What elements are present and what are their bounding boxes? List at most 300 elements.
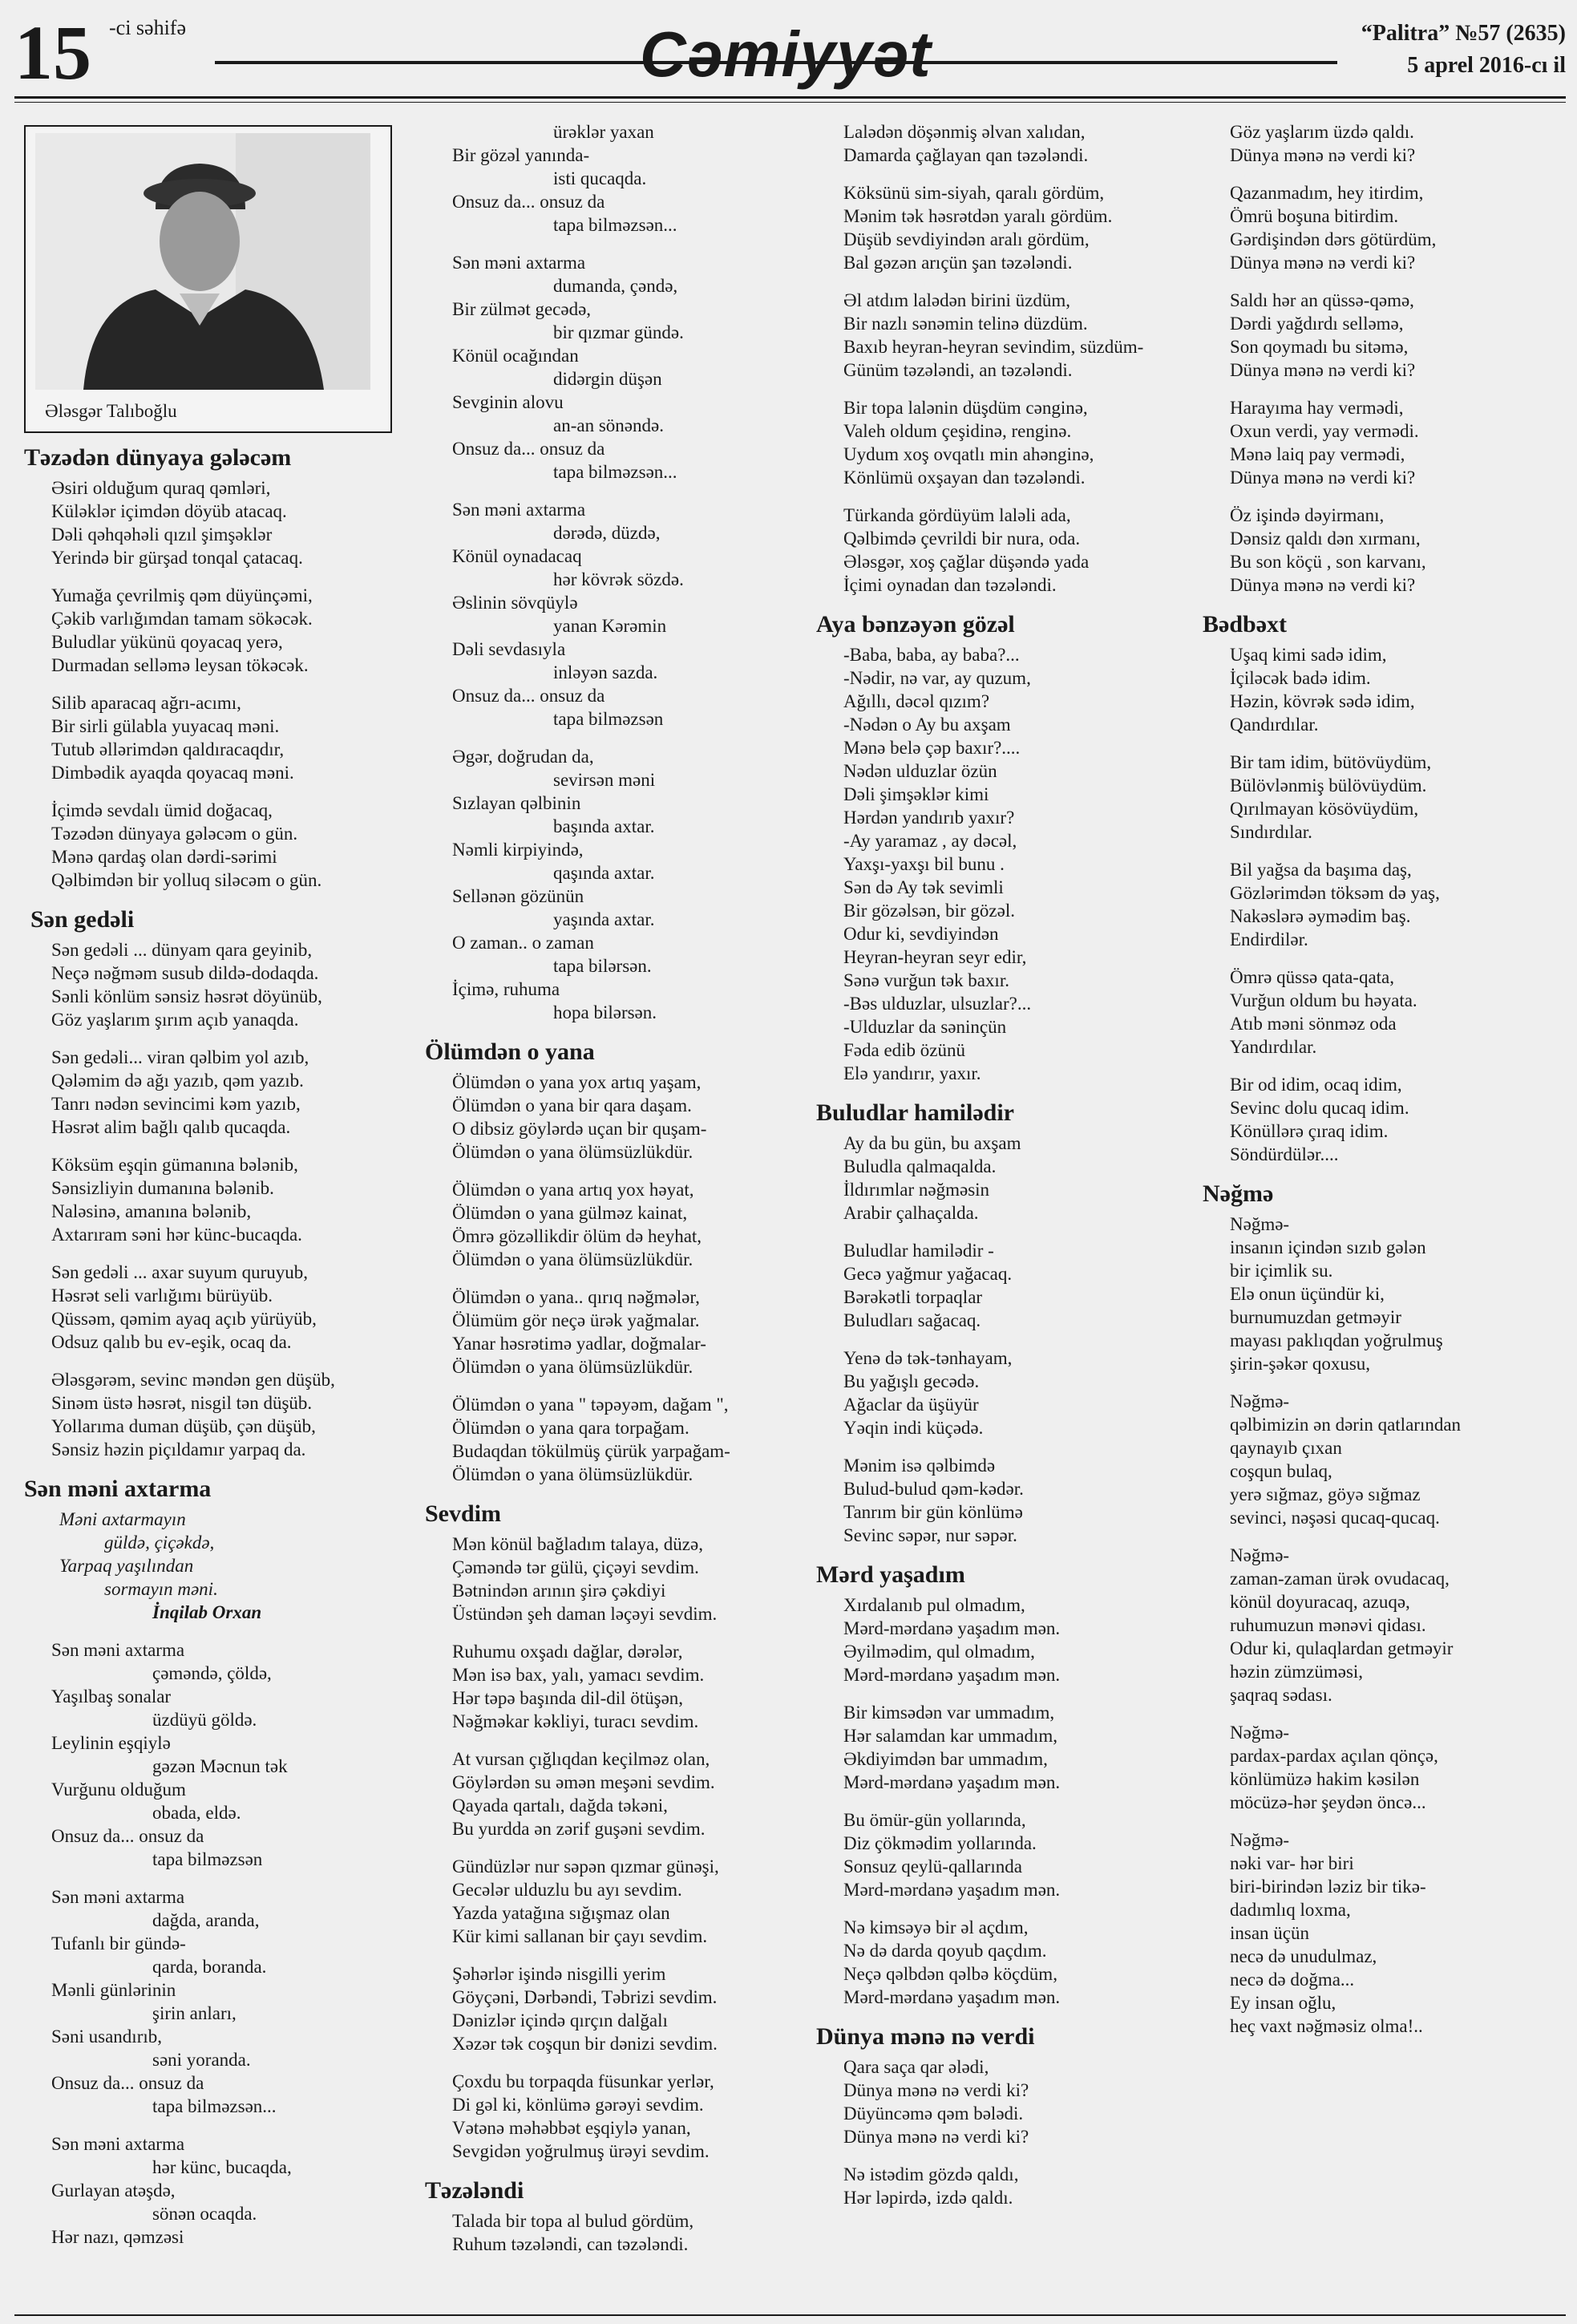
poem-line: Yerində bir gürşad tonqal çatacaq.	[51, 548, 303, 568]
poem-stanza	[425, 1640, 810, 1733]
poem-line: Kür kimi sallanan bir çayı sevdim.	[452, 1926, 708, 1946]
poem-line: Nədən ulduzlar özün	[843, 761, 997, 781]
poem-stanza	[24, 476, 401, 569]
poem-stanza	[24, 1046, 401, 1139]
poem-line: Qəlbimdə çevrildi bir nura, oda.	[843, 528, 1081, 549]
poem-line: Baxıb heyran-heyran sevindim, süzdüm-	[843, 337, 1144, 357]
epigraph-line: güldə, çiçəkdə,	[104, 1532, 215, 1553]
poem-line: qaşında axtar.	[553, 863, 655, 883]
poem-line: Hər nazı, qəmzəsi	[51, 2227, 184, 2247]
poem-line: yaşında axtar.	[553, 909, 655, 929]
poem-line: Düyüncəmə qəm bələdi.	[843, 2103, 1024, 2124]
poem-stanza	[24, 938, 401, 1031]
poem-line: Ölümdən o yana ölümsüzlükdür.	[452, 1249, 693, 1269]
poem-line: mayası paklıqdan yoğrulmuş	[1230, 1330, 1443, 1350]
poem-line: Uşaq kimi sadə idim,	[1230, 645, 1387, 665]
column-2	[425, 120, 810, 2270]
poem-line: Odur ki, sevdiyindən	[843, 924, 999, 944]
poem-line: Qayada qartalı, dağda təkəni,	[452, 1796, 668, 1816]
poem-line: həzin zümzüməsi,	[1230, 1662, 1364, 1682]
poem-line: Yaxşı-yaxşı bil bunu .	[843, 854, 1005, 874]
poem-line: Qəlbimdən bir yolluq siləcəm o gün.	[51, 870, 322, 890]
poem-line: Neçə nəğməm susub dildə-dodaqda.	[51, 963, 319, 983]
poem-stanza	[425, 1532, 810, 1626]
poem-line: -Bəs ulduzlar, ulsuzlar?...	[843, 994, 1032, 1014]
poem-line: Dimbədik ayaqda qoyacaq məni.	[51, 763, 294, 783]
poem-line: Hərdən yandırıb yaxır?	[843, 808, 1015, 828]
poem-body	[1203, 120, 1563, 597]
poem-line: Mənə qardaş olan dərdi-sərimi	[51, 847, 277, 867]
author-photo	[35, 133, 370, 390]
poem-line: Dərdi yağdırdı selləmə,	[1230, 314, 1404, 334]
poem-line: tapa bilməzsən...	[152, 2096, 277, 2116]
poem-line: Odur ki, qulaqlardan getməyir	[1230, 1638, 1454, 1658]
poem-line: Hər təpə başında dil-dil ötüşən,	[452, 1688, 684, 1708]
poem-stanza	[1203, 751, 1563, 844]
poem-line: Arabir çalhaçalda.	[843, 1203, 979, 1223]
poem-line: Qara saça qar ələdi,	[843, 2057, 989, 2077]
poem-line: səni yoranda.	[152, 2050, 251, 2070]
poem-stanza	[24, 1368, 401, 1461]
poem-line: Könüllərə çıraq idim.	[1230, 1121, 1389, 1141]
poem-body	[24, 476, 401, 892]
poem-stanza	[1203, 1828, 1563, 2038]
issue-info	[1361, 18, 1566, 82]
poem-line: Dünya mənə nə verdi ki?	[1230, 468, 1416, 488]
poem-line: sevinci, nəşəsi qucaq-qucaq.	[1230, 1508, 1440, 1528]
poem-line: Xırdalanıb pul olmadım,	[843, 1595, 1025, 1615]
poem-stanza	[425, 120, 810, 237]
poem-line: Qələmim də ağı yazıb, qəm yazıb.	[51, 1071, 304, 1091]
poem-line: Atıb məni sönməz oda	[1230, 1014, 1397, 1034]
poem-line: İçimi oynadan dan təzələndi.	[843, 575, 1057, 595]
poem-title: Ölümdən o yana	[425, 1039, 595, 1065]
poem-line: Düşüb sevdiyindən aralı gördüm,	[843, 229, 1090, 249]
poem-title: Nəğmə	[1203, 1180, 1274, 1207]
poem-line: Mərd-mərdanə yaşadım mən.	[843, 1665, 1061, 1685]
poem-line: Tutub əllərimdən qaldıracaqdır,	[51, 739, 285, 759]
poem-line: Ələsgər, xoş çağlar düşəndə yada	[843, 552, 1090, 572]
poem-line: At vursan çığlıqdan keçilməz olan,	[452, 1749, 710, 1769]
poem-line: Xəzər tək coşqun bir dənizi sevdim.	[452, 2034, 718, 2054]
poem-line: Sevgidən yoğrulmuş ürəyi sevdim.	[452, 2141, 710, 2161]
poem-stanza	[1203, 1721, 1563, 1814]
poem-stanza	[1203, 1390, 1563, 1529]
poem-line: Ömrə gözəllikdir ölüm də heyhat,	[452, 1226, 702, 1246]
poem-line: Həsrət seli varlığımı bürüyüb.	[51, 1285, 273, 1306]
poem-line: Göz yaşlarım şırım açıb yanaqda.	[51, 1010, 299, 1030]
poem-line: Fəda edib özünü	[843, 1040, 966, 1060]
poem-line: qəlbimizin ən dərin qatlarından	[1230, 1415, 1462, 1435]
poem-title: Bədbəxt	[1203, 611, 1287, 638]
poem-line: Sinəm üstə həsrət, nisgil tən düşüb.	[51, 1393, 313, 1413]
poem-stanza	[425, 1962, 810, 2055]
poem-stanza	[425, 1071, 810, 1164]
poem-line: Ömrü boşuna bitirdim.	[1230, 206, 1399, 226]
poem-line: Bir tam idim, bütövüydüm,	[1230, 752, 1432, 772]
poem-title: Təzələndi	[425, 2177, 524, 2204]
poem-body	[1203, 643, 1563, 1166]
poem-line: Onsuz da... onsuz da	[452, 439, 605, 459]
poem-line: Valeh oldum çeşidinə, renginə.	[843, 421, 1072, 441]
poem-title: Təzədən dünyaya gələcəm	[24, 444, 292, 471]
poem-line: necə də doğma...	[1230, 1970, 1355, 1990]
poem-line: didərgin düşən	[553, 369, 662, 389]
poem-line: Dəli şimşəklər kimi	[843, 784, 989, 804]
poem-line: Ölümdən o yana artıq yox həyat,	[452, 1180, 694, 1200]
poem-line: İçiləcək badə idim.	[1230, 668, 1371, 688]
poem-line: zaman-zaman ürək ovudacaq,	[1230, 1569, 1450, 1589]
poem-stanza	[24, 584, 401, 677]
poem-line: Ey insan oğlu,	[1230, 1993, 1336, 2013]
poem-line: Bir nazlı sənəmin telinə düzdüm.	[843, 314, 1088, 334]
poem-line: Gündüzlər nur səpən qızmar günəşi,	[452, 1856, 719, 1877]
poem-stanza	[816, 1808, 1209, 1901]
poem-line: obada, eldə.	[152, 1803, 241, 1823]
poem-line: Mən könül bağladım talaya, düzə,	[452, 1534, 703, 1554]
poem-stanza	[816, 1346, 1209, 1439]
poem-line: Sən də Ay tək sevimli	[843, 877, 1004, 897]
poem-title: Buludlar hamilədir	[816, 1099, 1015, 1126]
poem-stanza	[1203, 181, 1563, 274]
poem-line: dadımlıq loxma,	[1230, 1900, 1351, 1920]
poem-line: Həzin, kövrək sədə idim,	[1230, 691, 1415, 711]
poem-stanza	[816, 643, 1209, 1085]
poem-line: Ağıllı, dəcəl qızım?	[843, 691, 990, 711]
poem-stanza	[816, 1132, 1209, 1225]
poem-line: yanan Kərəmin	[553, 616, 667, 636]
poem-line: Nakəslərə əymədim baş.	[1230, 906, 1411, 926]
poem-stanza	[24, 1885, 401, 2118]
poem-line: Gərdişindən dərs götürdüm,	[1230, 229, 1437, 249]
poem-line: Yandırdılar.	[1230, 1037, 1317, 1057]
poem-line: üzdüyü göldə.	[152, 1710, 257, 1730]
footer-rule	[14, 2314, 1566, 2316]
poem-line: Nəğmə-	[1230, 1391, 1290, 1411]
poem-line: Onsuz da... onsuz da	[51, 2073, 204, 2093]
poem-line: Nə də darda qoyub qaçdım.	[843, 1941, 1047, 1961]
poem-line: tapa bilməzsən...	[553, 215, 677, 235]
poem-line: Onsuz da... onsuz da	[452, 192, 605, 212]
poem-line: bir qızmar gündə.	[553, 322, 684, 342]
poem-line: Yaşılbaş sonalar	[51, 1686, 172, 1707]
poem-line: tapa bilməzsən...	[553, 462, 677, 482]
epigraph-author: İnqilab Orxan	[152, 1602, 262, 1622]
poem-line: Onsuz da... onsuz da	[51, 1826, 204, 1846]
poem-line: başında axtar.	[553, 816, 655, 836]
poem-stanza	[425, 745, 810, 1024]
poem-line: Qazanmadım, hey itirdim,	[1230, 183, 1424, 203]
poem-line: Nəğmə-	[1230, 1545, 1290, 1565]
poem-line: şirin anları,	[152, 2003, 237, 2023]
poem-line: Diz çökmədim yollarında.	[843, 1833, 1037, 1853]
poem-stanza	[1203, 289, 1563, 382]
poem-line: Göyçəni, Dərbəndi, Təbrizi sevdim.	[452, 1987, 718, 2007]
poem-line: Son qoymadı bu sitəmə,	[1230, 337, 1409, 357]
poem-line: Sən məni axtarma	[452, 500, 586, 520]
poem-line: Dənsiz qaldı dən xırmanı,	[1230, 528, 1421, 549]
poem-stanza	[1203, 396, 1563, 489]
poem-line: -Baba, baba, ay baba?...	[843, 645, 1020, 665]
poem-line: Qandırdılar.	[1230, 715, 1319, 735]
poem-line: Sonsuz qeylü-qallarında	[843, 1856, 1022, 1877]
poem-line: ruhumuzun mənəvi qidası.	[1230, 1615, 1426, 1635]
poem-line: Qırılmayan kösövüydüm,	[1230, 799, 1419, 819]
poem-line: Ölümüm gör neçə ürək yağmalar.	[452, 1310, 700, 1330]
poem-body	[816, 120, 1209, 597]
poem-line: dumanda, çəndə,	[553, 276, 678, 296]
poem-line: Sən gedəli ... dünyam qara geyinib,	[51, 940, 313, 960]
poem-line: Buludlar hamilədir -	[843, 1241, 994, 1261]
poem-line: Küləklər içimdən döyüb atacaq.	[51, 501, 287, 521]
poem-line: Əslinin sövqüylə	[452, 593, 578, 613]
poem-line: Yollarıma duman düşüb, çən düşüb,	[51, 1416, 316, 1436]
poem-line: Göz yaşlarım üzdə qaldı.	[1230, 122, 1414, 142]
poem-line: Sənə vurğun tək baxır.	[843, 970, 1009, 990]
poem-stanza	[816, 504, 1209, 597]
epigraph-line: Məni axtarmayın	[59, 1509, 186, 1529]
poem-line: İldırımlar nəğməsin	[843, 1180, 990, 1200]
poem-line: Şəhərlər işində nisgilli yerim	[452, 1964, 666, 1984]
poem-line: Sənsiz həzin piçıldamır yarpaq da.	[51, 1439, 306, 1460]
poem-body	[24, 1638, 401, 2249]
poem-line: Mərd-mərdanə yaşadım mən.	[843, 1772, 1061, 1792]
poem-line: Ay da bu gün, bu axşam	[843, 1133, 1021, 1153]
poem-body	[816, 1593, 1209, 2009]
poem-title: Aya bənzəyən gözəl	[816, 611, 1015, 638]
poem-line: Bir zülmət gecədə,	[452, 299, 592, 319]
poem-stanza	[425, 1393, 810, 1486]
poem-line: Buludları sağacaq.	[843, 1310, 981, 1330]
poem-title: Dünya mənə nə verdi	[816, 2023, 1035, 2050]
poem-line: Dəli sevdasıyla	[452, 639, 566, 659]
poem-stanza	[1203, 1213, 1563, 1375]
poem-line: Ölümdən o yana ölümsüzlükdür.	[452, 1464, 693, 1484]
poem-line: Sızlayan qəlbinin	[452, 793, 581, 813]
poem-line: Bil yağsa da başıma daş,	[1230, 860, 1412, 880]
poem-line: Mərd-mərdanə yaşadım mən.	[843, 1880, 1061, 1900]
poem-line: Əsiri olduğum quraq qəmləri,	[51, 478, 271, 498]
poem-line: hər kövrək sözdə.	[553, 569, 684, 589]
poem-title: Sən gedəli	[30, 906, 135, 933]
poem-line: qarda, boranda.	[152, 1957, 267, 1977]
poem-line: Nəğmə-	[1230, 1214, 1290, 1234]
poem-line: Neçə qəlbdən qəlbə köçdüm,	[843, 1964, 1057, 1984]
poem-line: Könül oynadacaq	[452, 546, 582, 566]
poem-line: qaynayıb çıxan	[1230, 1438, 1342, 1458]
poem-line: Dünya mənə nə verdi ki?	[843, 2080, 1029, 2100]
poem-stanza	[1203, 504, 1563, 597]
poem-line: hər künc, bucaqda,	[152, 2157, 292, 2177]
poem-line: yerə sığmaz, göyə sığmaz	[1230, 1484, 1421, 1504]
poem-epigraph	[24, 1508, 401, 1624]
poem-stanza	[816, 120, 1209, 167]
poem-body	[425, 1071, 810, 1486]
poem-line: Onsuz da... onsuz da	[452, 686, 605, 706]
poem-line: Bu ömür-gün yollarında,	[843, 1810, 1026, 1830]
poem-line: Sındırdılar.	[1230, 822, 1312, 842]
poem-line: heç vaxt nəğməsiz olma!..	[1230, 2016, 1423, 2036]
poem-stanza	[1203, 858, 1563, 951]
poem-stanza	[1203, 643, 1563, 736]
poem-line: isti qucaqda.	[553, 168, 647, 188]
poem-line: Söndürdülər....	[1230, 1144, 1339, 1164]
poem-line: Əgər, doğrudan da,	[452, 747, 594, 767]
poem-line: Tufanlı bir gündə-	[51, 1933, 186, 1954]
poem-stanza	[1203, 120, 1563, 167]
poem-line: Talada bir topa al bulud gördüm,	[452, 2211, 694, 2231]
poem-line: tapa bilməzsən	[553, 709, 664, 729]
poem-line: Sevinc dolu qucaq idim.	[1230, 1098, 1409, 1118]
poem-line: Yəqin indi küçədə.	[843, 1418, 984, 1438]
poem-line: Yazda yatağına sığışmaz olan	[452, 1903, 670, 1923]
poem-line: Bir od idim, ocaq idim,	[1230, 1075, 1402, 1095]
page-number: 15	[14, 10, 91, 95]
poem-line: Ruhumu oxşadı dağlar, dərələr,	[452, 1642, 683, 1662]
poem-line: Gecə yağmur yağacaq.	[843, 1264, 1013, 1284]
poem-line: Durmadan selləmə leysan tökəcək.	[51, 655, 309, 675]
poem-stanza	[24, 2132, 401, 2249]
poem-line: Ələsgərəm, sevinc məndən gen düşüb,	[51, 1370, 335, 1390]
poem-line: Mənə belə çəp baxır?....	[843, 738, 1021, 758]
poem-line: dərədə, düzdə,	[553, 523, 661, 543]
poem-line: Sən məni axtarma	[51, 2134, 185, 2154]
poem-body	[816, 1132, 1209, 1547]
poem-line: şirin-şəkər qoxusu,	[1230, 1354, 1371, 1374]
poem-line: Bir gözəl yanında-	[452, 145, 590, 165]
poem-line: Bir topa lalənin düşdüm cənginə,	[843, 398, 1088, 418]
poem-line: Di gəl ki, könlümə gərəyi sevdim.	[452, 2095, 704, 2115]
poem-body	[1203, 1213, 1563, 2038]
poem-line: Dənizlər içində qırçın dalğalı	[452, 2010, 668, 2030]
poem-stanza	[24, 1153, 401, 1246]
poem-line: Bir kimsədən var ummadım,	[843, 1703, 1055, 1723]
poem-line: Endirdilər.	[1230, 929, 1308, 949]
poem-line: Mən isə bax, yalı, yamacı sevdim.	[452, 1665, 705, 1685]
poem-line: Dəli qəhqəhəli qızıl şimşəklər	[51, 524, 273, 545]
poem-line: sönən ocaqda.	[152, 2204, 257, 2224]
poem-line: Leylinin eşqiylə	[51, 1733, 171, 1753]
poem-stanza	[24, 799, 401, 892]
poem-line: Çoxdu bu torpaqda füsunkar yerlər,	[452, 2071, 714, 2091]
poem-line: necə də unudulmaz,	[1230, 1946, 1377, 1966]
poem-line: İçimə, ruhuma	[452, 979, 560, 999]
poem-line: hopa bilərsən.	[553, 1002, 657, 1022]
column-4	[1203, 120, 1563, 2052]
issue-date: 5 aprel 2016-cı il	[1407, 53, 1566, 78]
poem-line: Mənə laiq pay vermədi,	[1230, 444, 1405, 464]
poem-line: Nəğməkar kəkliyi, turacı sevdim.	[452, 1711, 699, 1731]
poem-line: Sevginin alovu	[452, 392, 564, 412]
poem-line: Nəmli kirpiyində,	[452, 840, 584, 860]
poem-line: Uydum xoş ovqatlı min ahənginə,	[843, 444, 1094, 464]
poem-line: Buludlar yükünü qoyacaq yerə,	[51, 632, 283, 652]
poem-line: Bir gözəlsən, bir gözəl.	[843, 901, 1015, 921]
poem-line: könlümüzə hakim kəsilən	[1230, 1769, 1420, 1789]
poem-line: insan üçün	[1230, 1923, 1310, 1943]
poem-stanza	[816, 1593, 1209, 1686]
poem-line: Dünya mənə nə verdi ki?	[1230, 253, 1416, 273]
poem-line: Bülövlənmiş bülövüydüm.	[1230, 775, 1427, 796]
poem-body	[816, 643, 1209, 1085]
poem-line: dağda, aranda,	[152, 1910, 260, 1930]
poem-line: Gurlayan atəşdə,	[51, 2180, 176, 2201]
poem-body	[425, 2209, 810, 2256]
poem-line: Vurğun oldum bu həyata.	[1230, 990, 1417, 1010]
poem-line: Saldı hər an qüssə-qəmə,	[1230, 290, 1414, 310]
poem-line: Mənim isə qəlbimdə	[843, 1456, 996, 1476]
poem-line: Nə kimsəyə bir əl açdım,	[843, 1917, 1029, 1937]
poem-stanza	[816, 2055, 1209, 2148]
poem-line: Əl atdım lalədən birini üzdüm,	[843, 290, 1070, 310]
poem-stanza	[24, 1638, 401, 1871]
poem-line: Lalədən döşənmiş əlvan xalıdan,	[843, 122, 1086, 142]
poem-stanza	[816, 396, 1209, 489]
poem-line: Sən gedəli ... axar suyum quruyub,	[51, 1262, 309, 1282]
poem-line: Vurğunu olduğum	[51, 1779, 186, 1800]
poem-line: Naləsinə, amanına bələnib,	[51, 1201, 252, 1221]
poem-stanza	[425, 2070, 810, 2163]
poem-line: Harayıma hay vermədi,	[1230, 398, 1404, 418]
poem-line: Hər ləpirdə, izdə qaldı.	[843, 2188, 1013, 2208]
poem-line: Dünya mənə nə verdi ki?	[1230, 145, 1416, 165]
poem-line: Yenə də tək-tənhayam,	[843, 1348, 1013, 1368]
poem-line: Ölümdən o yana bir qara daşam.	[452, 1095, 692, 1115]
page-number-suffix: -ci səhifə	[109, 16, 187, 39]
poem-line: Sənli könlüm sənsiz həsrət döyünüb,	[51, 986, 322, 1006]
issue-number: “Palitra” №57 (2635)	[1361, 21, 1566, 46]
poem-stanza	[816, 1701, 1209, 1794]
poem-line: Bərəkətli torpaqlar	[843, 1287, 983, 1307]
poem-line: Günüm təzələndi, an təzələndi.	[843, 360, 1073, 380]
poem-line: Oxun verdi, yay vermədi.	[1230, 421, 1419, 441]
poem-line: Göylərdən su əmən meşəni sevdim.	[452, 1772, 715, 1792]
poem-stanza	[425, 2209, 810, 2256]
poem-line: inləyən sazda.	[553, 662, 658, 682]
poem-line: Ölümdən o yana qara torpağam.	[452, 1418, 689, 1438]
poem-line: -Nədən o Ay bu axşam	[843, 715, 1011, 735]
poem-line: tapa bilərsən.	[553, 956, 652, 976]
poem-line: Qüssəm, qəmim ayaq açıb yürüyüb,	[51, 1309, 317, 1329]
poem-line: şaqraq sədası.	[1230, 1685, 1332, 1705]
poem-line: Səni usandırıb,	[51, 2026, 162, 2047]
poem-stanza	[425, 1747, 810, 1840]
poem-line: tapa bilməzsən	[152, 1849, 263, 1869]
poem-line: nəki var- hər biri	[1230, 1853, 1354, 1873]
poem-stanza	[1203, 966, 1563, 1059]
poem-stanza	[816, 289, 1209, 382]
poem-line: O zaman.. o zaman	[452, 933, 594, 953]
poem-line: möcüzə-hər şeydən öncə...	[1230, 1792, 1426, 1812]
poem-line: Elə onun üçündür ki,	[1230, 1284, 1385, 1304]
poem-line: Sən məni axtarma	[452, 253, 586, 273]
poem-line: Dünya mənə nə verdi ki?	[1230, 575, 1416, 595]
poem-stanza	[425, 1285, 810, 1379]
poem-line: Heyran-heyran seyr edir,	[843, 947, 1027, 967]
poem-line: ürəklər yaxan	[553, 122, 654, 142]
poem-stanza	[1203, 1073, 1563, 1166]
poem-stanza	[816, 1454, 1209, 1547]
poem-line: Həsrət alim bağlı qalıb qucaqda.	[51, 1117, 291, 1137]
poem-line: O dibsiz göylərdə uçan bir quşam-	[452, 1119, 707, 1139]
poem-line: Üstündən şeh daman ləçəyi sevdim.	[452, 1604, 718, 1624]
poem-line: Nə istədim gözdə qaldı,	[843, 2164, 1019, 2184]
poem-line: Mərd-mərdanə yaşadım mən.	[843, 1987, 1061, 2007]
poem-line: -Ulduzlar da səninçün	[843, 1017, 1007, 1037]
poem-body	[24, 938, 401, 1461]
poem-line: Təzədən dünyaya gələcəm o gün.	[51, 824, 298, 844]
poem-line: Gecələr ulduzlu bu ayı sevdim.	[452, 1880, 682, 1900]
